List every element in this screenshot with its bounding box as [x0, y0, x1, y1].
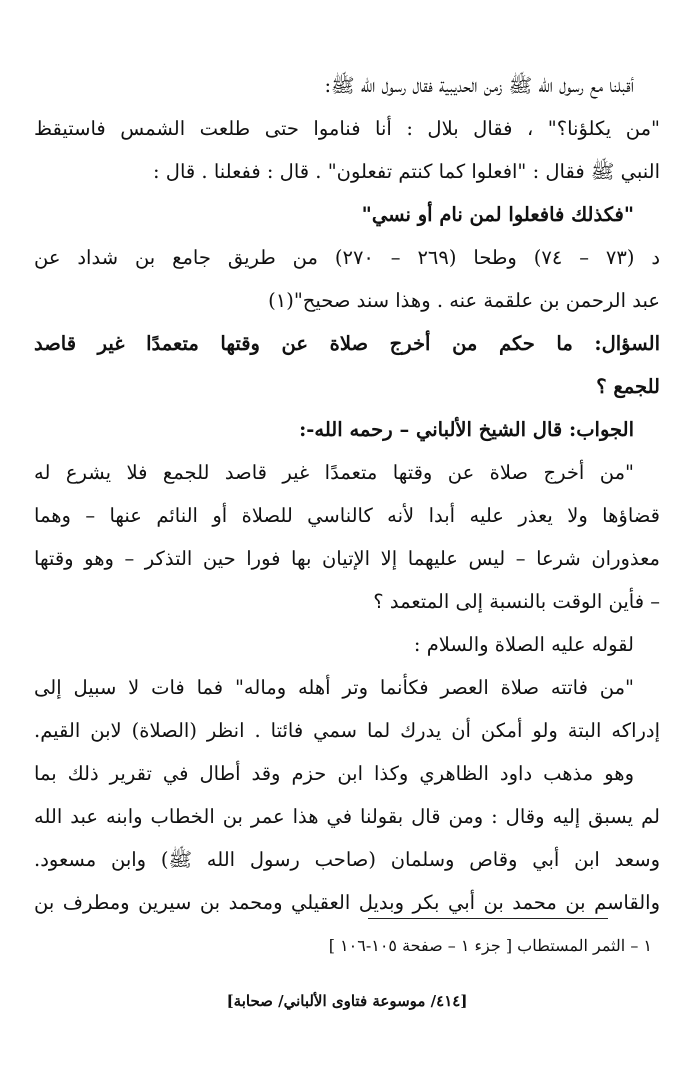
footnote-divider	[368, 918, 608, 919]
text-line: وهو مذهب داود الظاهري وكذا ابن حزم وقد أطال في تقرير ذلك بما	[34, 762, 634, 785]
hadith-line: "فكذلك فافعلوا لمن نام أو نسي"	[361, 203, 634, 226]
text-line: د (٧٣ – ٧٤) وطحا (٢٦٩ – ٢٧٠) من طريق جامع بن شداد عن	[34, 246, 660, 269]
text-line: وسعد ابن أبي وقاص وسلمان (صاحب رسول الله ﷺ) وابن مسعود.	[34, 848, 660, 871]
page-body	[34, 64, 660, 924]
text-line: إدراكه البتة ولو أمكن أن يدرك لما سمي فائتا . انظر (الصلاة) لابن القيم.	[34, 719, 660, 742]
text-line: "من أخرج صلاة عن وقتها متعمدًا غير قاصد للجمع فلا يشرع له	[34, 461, 634, 484]
text-line: – فأين الوقت بالنسبة إلى المتعمد ؟	[373, 590, 660, 613]
text-line: والقاسم بن محمد بن أبي بكر وبديل العقيلي ومحمد بن سيرين ومطرف بن	[34, 891, 660, 914]
question-line: السؤال: ما حكم من أخرج صلاة عن وقتها متعمدًا غير قاصد	[34, 332, 660, 355]
text-line: لم يسبق إليه وقال : ومن قال بقولنا في هذا عمر بن الخطاب وابنه عبد الله	[34, 805, 660, 828]
footnote: ١ – الثمر المستطاب [ جزء ١ – صفحة ١٠٥-١٠٦ ]	[328, 936, 652, 955]
question-line: للجمع ؟	[596, 375, 660, 398]
text-line: "من يكلؤنا؟" ، فقال بلال : أنا فناموا حتى طلعت الشمس فاستيقظ	[34, 117, 660, 140]
hadith-line: "من فاتته صلاة العصر فكأنما وتر أهله وماله" فما فات لا سبيل إلى	[34, 676, 634, 699]
text-line: معذوران شرعا – ليس عليهما إلا الإتيان بها فورا حين التذكر – وهو وقتها	[34, 547, 660, 570]
text-line: قضاؤها ولا يعذر عليه أبدا لأنه كالناسي للصلاة أو النائم عنها – وهما	[34, 504, 660, 527]
text-line: لقوله عليه الصلاة والسلام :	[413, 633, 634, 656]
text-line: عبد الرحمن بن علقمة عنه . وهذا سند صحيح"(١)	[268, 289, 660, 312]
page-footer: [٤١٤/ موسوعة فتاوى الألباني/ صحابة]	[226, 992, 468, 1010]
text-line: أقبلنا مع رسول الله ﷺ زمن الحديبية فقال رسول الله ﷺ:	[324, 74, 634, 97]
answer-heading: الجواب: قال الشيخ الألباني – رحمه الله-:	[299, 418, 634, 441]
text-line: النبي ﷺ فقال : "افعلوا كما كنتم تفعلون" . قال : ففعلنا . قال :	[153, 160, 660, 183]
